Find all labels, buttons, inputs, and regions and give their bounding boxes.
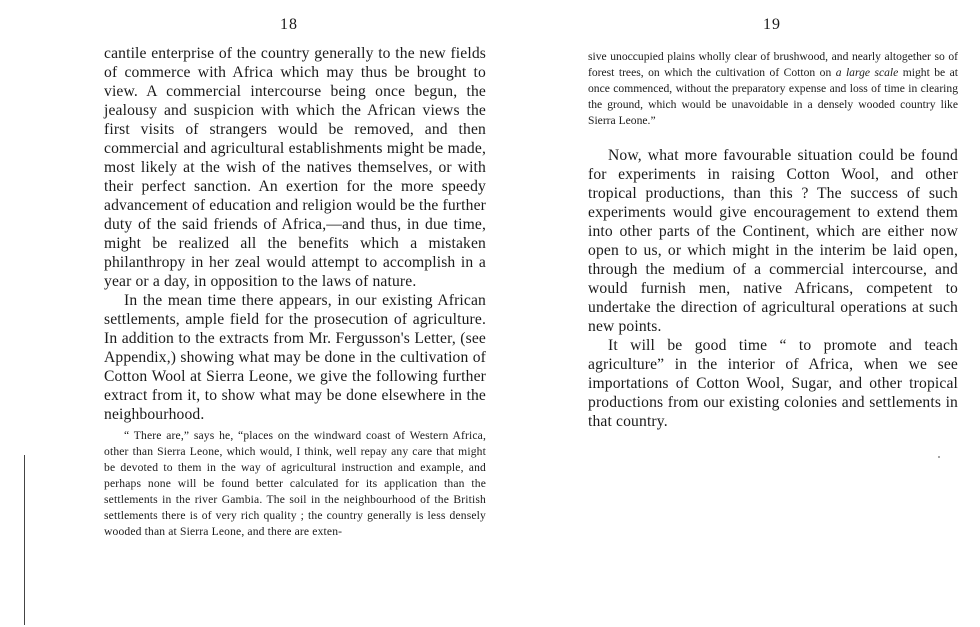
- paper-speck: [938, 456, 940, 458]
- page-number-left: 18: [280, 16, 298, 33]
- left-body: [104, 44, 486, 540]
- left-paragraph-1: cantile enterprise of the country generally to the new fields of commerce with Africa which may thus be brought to view. A commercial intercourse being once begun, the jealousy and suspicion with which the African views the first visits of strangers would be removed, and then commercial and agricultural establishments might be made, most likely at the wish of the natives themselves, or with their perfect sanction. An exertion for the more speedy advancement of education and religion would be the further duty of the said friends of Africa,—and thus, in due time, might be realized all the benefits which a mistaken philanthropy in her zeal would attempt to accomplish in a year or a day, in opposition to the laws of nature.: [104, 45, 486, 290]
- right-paragraph-1: Now, what more favourable situation could be found for experiments in raising Cotton Wool, and other tropical productions, than this ? The success of such experiments would give encouragement to extend them into other parts of the Continent, which are either now open to us, or which might in the interim be laid open, through the medium of a commercial intercourse, and would furnish men, native Africans, competent to undertake the direction of agricultural operations at such new points.: [588, 147, 958, 335]
- page-edge-line: [24, 455, 25, 625]
- right-quote-start: sive unoccupied plains wholly clear of brushwood, and nearly altogether so of forest trees, on which the cultivation of Cotton on: [588, 50, 958, 79]
- right-quote: [588, 49, 958, 129]
- right-page: [490, 0, 980, 627]
- left-quote: “ There are,” says he, “places on the windward coast of Western Africa, other than Sierra Leone, which would, I think, well repay any care that might be devoted to them in the way of agricultural instruction and example, and perhaps none will be found better calculated for its application than the settlements in the river Gambia. The soil in the neighbourhood of the British settlements there is of very rich quality ; the country generally is less densely wooded than at Sierra Leone, and there are exten-: [104, 429, 486, 538]
- page-number-right: 19: [763, 16, 781, 33]
- right-paragraph-2: It will be good time “ to promote and teach agriculture” in the interior of Africa, when we see importations of Cotton Wool, Sugar, and other tropical productions from our existing colonies and settlements in that country.: [588, 337, 958, 430]
- right-quote-end: might be at once commenced, without the preparatory expense and loss of time in clearing the ground, which would be unavoidable in a densely wooded country like Sierra Leone.”: [588, 66, 958, 127]
- right-quote-italic: a large scale: [835, 66, 899, 79]
- right-body: [588, 146, 958, 431]
- left-paragraph-2: In the mean time there appears, in our existing African settlements, ample field for the prosecution of agriculture. In addition to the extracts from Mr. Fergusson's Letter, (see Appendix,) showing what may be done in the cultivation of Cotton Wool at Sierra Leone, we give the following further extract from it, to show what may be done elsewhere in the neighbourhood.: [104, 292, 486, 423]
